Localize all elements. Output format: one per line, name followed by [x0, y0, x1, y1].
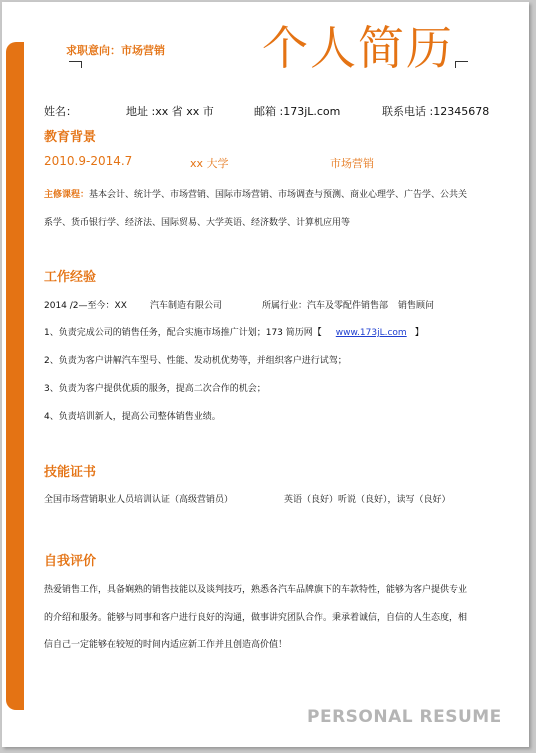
work-item-2: 2、负责为客户讲解汽车型号、性能、发动机优势等，并组织客户进行试驾； [44, 356, 347, 366]
corner-mark-right [455, 61, 468, 68]
phone-field: 联系电话 :12345678 [382, 105, 490, 118]
education-school: xx 大学 [190, 157, 229, 170]
work-item-1-text: 1、负责完成公司的销售任务，配合实施市场推广计划；173 简历网【 [44, 328, 322, 338]
courses-label: 主修课程： [44, 190, 90, 200]
work-heading: 工作经验 [44, 270, 97, 285]
work-position: 销售顾问 [398, 301, 435, 311]
work-item-3: 3、负责为客户提供优质的服务，提高二次合作的机会； [44, 384, 266, 394]
work-industry: 所属行业：汽车及零配件销售部 [262, 301, 389, 311]
corner-mark-left [69, 61, 82, 68]
work-item-1-end: 】 [414, 328, 424, 338]
english-item: 英语（良好）听说（良好），读写（良好） [284, 495, 451, 505]
email-field: 邮箱 :173jL.com [254, 105, 341, 118]
education-major: 市场营销 [330, 157, 374, 170]
resume-page [2, 2, 529, 747]
work-period: 2014 /2—至今：XX [44, 301, 127, 311]
courses-line-2: 系学、货币银行学、经济法、国际贸易、大学英语、经济数学、计算机应用等 [44, 218, 351, 228]
work-item-4: 4、负责培训新人，提高公司整体销售业绩。 [44, 412, 221, 422]
courses-text-1: 基本会计、统计学、市场营销、国际市场营销、市场调查与预测、商业心理学、广告学、公共关 [89, 190, 468, 200]
work-company: 汽车制造有限公司 [150, 301, 223, 311]
self-eval-line-1: 热爱销售工作，具备娴熟的销售技能以及谈判技巧，熟悉各汽车品牌旗下的车款特性，能够为客户提供专业 [44, 585, 468, 595]
footer-personal-resume: PERSONAL RESUME [307, 707, 502, 727]
name-field: 姓名： [44, 105, 77, 118]
courses-line-1 [44, 187, 467, 200]
self-eval-line-2: 的介绍和服务。能够与同事和客户进行良好的沟通，做事讲究团队合作。秉承着诚信，自信的人生态度，相 [44, 613, 468, 623]
address-field: 地址 :xx 省 xx 市 [126, 105, 214, 118]
orange-sidebar-bar [6, 42, 24, 710]
education-heading: 教育背景 [44, 130, 97, 145]
skills-heading: 技能证书 [44, 465, 97, 480]
job-objective: 求职意向：市场营销 [66, 44, 165, 57]
self-eval-heading: 自我评价 [44, 554, 97, 569]
education-period: 2010.9-2014.7 [44, 154, 133, 168]
website-link[interactable]: www.173jL.com [335, 328, 407, 338]
cert-item: 全国市场营销职业人员培训认证（高级营销员） [44, 495, 234, 505]
self-eval-line-3: 信自己一定能够在较短的时间内适应新工作并且创造高价值！ [44, 640, 288, 650]
work-item-1 [44, 325, 424, 338]
resume-title: 个人简历 [262, 21, 454, 75]
